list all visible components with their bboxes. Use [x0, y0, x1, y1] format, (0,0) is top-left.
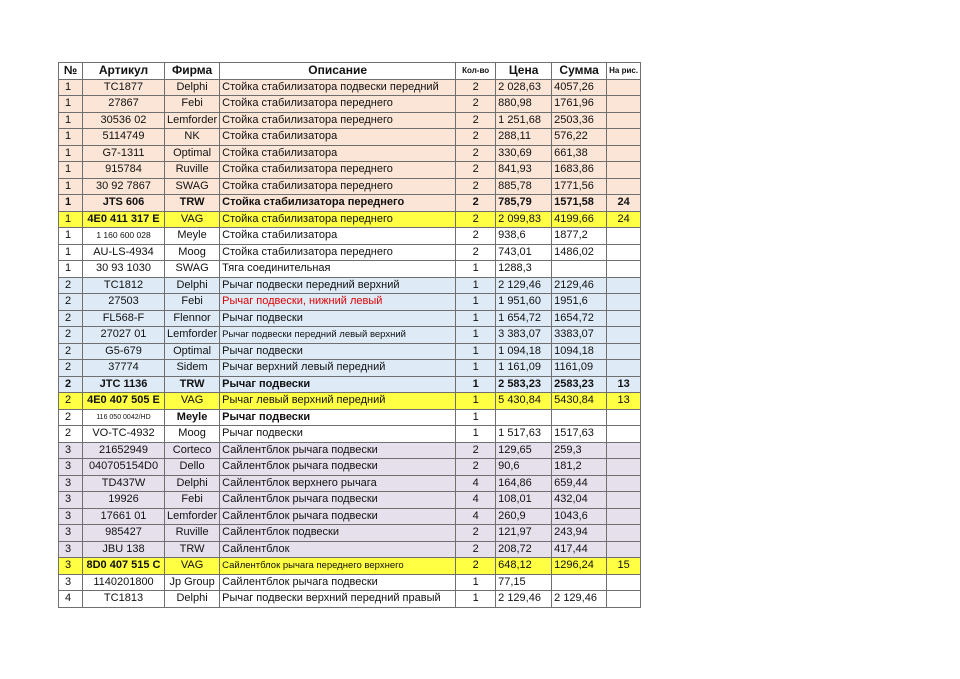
col-header-figure: На рис.	[607, 63, 641, 80]
cell-article: 985427	[83, 525, 165, 542]
cell-description: Рычаг подвески	[220, 409, 456, 426]
cell-brand: Moog	[165, 244, 220, 261]
cell-price: 841,93	[496, 162, 552, 179]
cell-sum: 1043,6	[552, 508, 607, 525]
cell-article: G5-679	[83, 343, 165, 360]
cell-brand: Lemforder	[165, 327, 220, 344]
cell-article: 915784	[83, 162, 165, 179]
cell-figure	[607, 277, 641, 294]
cell-number: 2	[59, 343, 83, 360]
table-row	[59, 426, 641, 443]
cell-figure	[607, 162, 641, 179]
table-row	[59, 129, 641, 146]
table-row	[59, 459, 641, 476]
cell-brand: Moog	[165, 426, 220, 443]
cell-brand: Febi	[165, 96, 220, 113]
cell-sum	[552, 574, 607, 591]
cell-price: 2 129,46	[496, 277, 552, 294]
cell-figure	[607, 459, 641, 476]
cell-sum: 1486,02	[552, 244, 607, 261]
cell-description: Стойка стабилизатора	[220, 228, 456, 245]
cell-article: JTS 606	[83, 195, 165, 212]
cell-quantity: 1	[456, 310, 496, 327]
cell-brand: TRW	[165, 376, 220, 393]
cell-quantity: 2	[456, 442, 496, 459]
cell-brand: Lemforder	[165, 508, 220, 525]
table-row	[59, 178, 641, 195]
cell-description: Сайлентблок	[220, 541, 456, 558]
cell-price: 938,6	[496, 228, 552, 245]
cell-description: Сайлентблок рычага подвески	[220, 459, 456, 476]
cell-sum: 432,04	[552, 492, 607, 509]
cell-sum: 1683,86	[552, 162, 607, 179]
cell-article: TC1877	[83, 79, 165, 96]
cell-sum: 1877,2	[552, 228, 607, 245]
cell-article: TC1813	[83, 591, 165, 608]
cell-article: 27503	[83, 294, 165, 311]
cell-article: AU-LS-4934	[83, 244, 165, 261]
cell-price: 1 251,68	[496, 112, 552, 129]
cell-sum: 181,2	[552, 459, 607, 476]
cell-description: Сайлентблок рычага подвески	[220, 574, 456, 591]
cell-number: 2	[59, 327, 83, 344]
cell-description: Рычаг подвески передний левый верхний	[220, 327, 456, 344]
cell-quantity: 2	[456, 129, 496, 146]
cell-number: 2	[59, 277, 83, 294]
cell-price: 648,12	[496, 558, 552, 575]
cell-brand: VAG	[165, 558, 220, 575]
table-row	[59, 475, 641, 492]
cell-number: 1	[59, 244, 83, 261]
cell-description: Стойка стабилизатора переднего	[220, 244, 456, 261]
cell-brand: Febi	[165, 492, 220, 509]
table-row	[59, 195, 641, 212]
cell-figure	[607, 96, 641, 113]
cell-price: 1 951,60	[496, 294, 552, 311]
cell-description: Рычаг верхний левый передний	[220, 360, 456, 377]
table-row	[59, 244, 641, 261]
cell-figure	[607, 492, 641, 509]
table-row	[59, 442, 641, 459]
col-header-article: Артикул	[83, 63, 165, 80]
cell-sum: 5430,84	[552, 393, 607, 410]
cell-figure: 15	[607, 558, 641, 575]
cell-description: Рычаг подвески	[220, 343, 456, 360]
cell-sum	[552, 409, 607, 426]
cell-quantity: 1	[456, 261, 496, 278]
cell-quantity: 2	[456, 112, 496, 129]
cell-description: Рычаг подвески	[220, 310, 456, 327]
cell-sum: 243,94	[552, 525, 607, 542]
cell-brand: Dello	[165, 459, 220, 476]
cell-article: 116 050 0042/HD	[83, 409, 165, 426]
cell-brand: Febi	[165, 294, 220, 311]
cell-price: 121,97	[496, 525, 552, 542]
cell-price	[496, 409, 552, 426]
cell-sum: 259,3	[552, 442, 607, 459]
cell-sum: 659,44	[552, 475, 607, 492]
table-row	[59, 360, 641, 377]
table-row	[59, 492, 641, 509]
cell-price: 2 583,23	[496, 376, 552, 393]
cell-figure	[607, 79, 641, 96]
cell-sum: 661,38	[552, 145, 607, 162]
cell-description: Рычаг подвески	[220, 426, 456, 443]
cell-sum: 4057,26	[552, 79, 607, 96]
cell-article: 1140201800	[83, 574, 165, 591]
cell-brand: TRW	[165, 195, 220, 212]
cell-number: 3	[59, 475, 83, 492]
cell-quantity: 1	[456, 360, 496, 377]
cell-article: VO-TC-4932	[83, 426, 165, 443]
cell-price: 1 161,09	[496, 360, 552, 377]
table-row	[59, 79, 641, 96]
cell-number: 2	[59, 376, 83, 393]
cell-description: Стойка стабилизатора переднего	[220, 178, 456, 195]
cell-figure: 24	[607, 195, 641, 212]
cell-number: 3	[59, 574, 83, 591]
col-header-price: Цена	[496, 63, 552, 80]
cell-description: Стойка стабилизатора переднего	[220, 112, 456, 129]
cell-brand: Flennor	[165, 310, 220, 327]
cell-quantity: 4	[456, 508, 496, 525]
header-row	[59, 63, 641, 80]
cell-price: 288,11	[496, 129, 552, 146]
cell-number: 1	[59, 96, 83, 113]
cell-brand: NK	[165, 129, 220, 146]
cell-price: 129,65	[496, 442, 552, 459]
cell-brand: Optimal	[165, 343, 220, 360]
cell-sum: 1761,96	[552, 96, 607, 113]
cell-quantity: 2	[456, 211, 496, 228]
table-row	[59, 525, 641, 542]
cell-figure	[607, 409, 641, 426]
cell-number: 4	[59, 591, 83, 608]
cell-figure	[607, 129, 641, 146]
cell-number: 3	[59, 525, 83, 542]
cell-sum: 1654,72	[552, 310, 607, 327]
cell-brand: VAG	[165, 393, 220, 410]
cell-figure	[607, 327, 641, 344]
col-header-quantity: Кол-во	[456, 63, 496, 80]
cell-number: 1	[59, 261, 83, 278]
cell-quantity: 2	[456, 79, 496, 96]
cell-sum: 1571,58	[552, 195, 607, 212]
cell-description: Стойка стабилизатора переднего	[220, 211, 456, 228]
table-row	[59, 112, 641, 129]
cell-brand: Corteco	[165, 442, 220, 459]
cell-figure: 24	[607, 211, 641, 228]
cell-number: 2	[59, 360, 83, 377]
table-row	[59, 343, 641, 360]
cell-figure	[607, 591, 641, 608]
cell-figure	[607, 574, 641, 591]
cell-quantity: 1	[456, 393, 496, 410]
table-row	[59, 145, 641, 162]
cell-description: Тяга соединительная	[220, 261, 456, 278]
cell-number: 2	[59, 426, 83, 443]
table-row	[59, 310, 641, 327]
cell-article: G7-1311	[83, 145, 165, 162]
cell-brand: Meyle	[165, 228, 220, 245]
cell-sum: 1951,6	[552, 294, 607, 311]
cell-quantity: 2	[456, 244, 496, 261]
cell-number: 1	[59, 129, 83, 146]
cell-article: 8D0 407 515 C	[83, 558, 165, 575]
cell-price: 164,86	[496, 475, 552, 492]
cell-figure: 13	[607, 393, 641, 410]
cell-article: 21652949	[83, 442, 165, 459]
cell-article: JBU 138	[83, 541, 165, 558]
cell-description: Стойка стабилизатора	[220, 145, 456, 162]
cell-price: 1 654,72	[496, 310, 552, 327]
table-row	[59, 327, 641, 344]
cell-quantity: 4	[456, 492, 496, 509]
cell-quantity: 2	[456, 195, 496, 212]
cell-article: 1 160 600 028	[83, 228, 165, 245]
cell-figure	[607, 541, 641, 558]
table-row	[59, 228, 641, 245]
cell-sum: 3383,07	[552, 327, 607, 344]
cell-sum: 417,44	[552, 541, 607, 558]
cell-article: JTC 1136	[83, 376, 165, 393]
cell-figure	[607, 178, 641, 195]
cell-quantity: 1	[456, 376, 496, 393]
cell-description: Стойка стабилизатора подвески передний	[220, 79, 456, 96]
cell-sum: 1094,18	[552, 343, 607, 360]
cell-description: Сайлентблок рычага подвески	[220, 442, 456, 459]
cell-quantity: 2	[456, 228, 496, 245]
cell-quantity: 1	[456, 277, 496, 294]
cell-number: 1	[59, 211, 83, 228]
cell-quantity: 2	[456, 459, 496, 476]
cell-price: 3 383,07	[496, 327, 552, 344]
cell-brand: Meyle	[165, 409, 220, 426]
cell-brand: Jp Group	[165, 574, 220, 591]
cell-sum: 4199,66	[552, 211, 607, 228]
cell-article: 30536 02	[83, 112, 165, 129]
cell-article: 27867	[83, 96, 165, 113]
cell-quantity: 1	[456, 343, 496, 360]
cell-figure	[607, 360, 641, 377]
cell-number: 2	[59, 409, 83, 426]
cell-number: 2	[59, 294, 83, 311]
col-header-brand: Фирма	[165, 63, 220, 80]
cell-quantity: 1	[456, 426, 496, 443]
cell-description: Сайлентблок рычага переднего верхнего	[220, 558, 456, 575]
cell-article: TC1812	[83, 277, 165, 294]
cell-price: 1288,3	[496, 261, 552, 278]
cell-description: Сайлентблок рычага подвески	[220, 508, 456, 525]
cell-price: 2 028,63	[496, 79, 552, 96]
cell-number: 3	[59, 442, 83, 459]
table-row	[59, 508, 641, 525]
cell-number: 1	[59, 162, 83, 179]
cell-figure	[607, 475, 641, 492]
cell-description: Рычаг подвески, нижний левый	[220, 294, 456, 311]
cell-number: 2	[59, 393, 83, 410]
cell-description: Рычаг подвески передний верхний	[220, 277, 456, 294]
cell-price: 2 129,46	[496, 591, 552, 608]
cell-price: 77,15	[496, 574, 552, 591]
cell-figure: 13	[607, 376, 641, 393]
cell-sum: 1517,63	[552, 426, 607, 443]
table-row	[59, 261, 641, 278]
cell-quantity: 2	[456, 541, 496, 558]
cell-quantity: 2	[456, 96, 496, 113]
cell-description: Стойка стабилизатора переднего	[220, 162, 456, 179]
cell-number: 2	[59, 310, 83, 327]
table-row	[59, 277, 641, 294]
table-row	[59, 211, 641, 228]
table-row	[59, 574, 641, 591]
cell-brand: Optimal	[165, 145, 220, 162]
cell-number: 1	[59, 79, 83, 96]
cell-quantity: 2	[456, 525, 496, 542]
cell-number: 1	[59, 145, 83, 162]
cell-number: 3	[59, 459, 83, 476]
table-row	[59, 393, 641, 410]
cell-sum: 2129,46	[552, 277, 607, 294]
cell-brand: Ruville	[165, 525, 220, 542]
cell-figure	[607, 112, 641, 129]
cell-article: 37774	[83, 360, 165, 377]
cell-quantity: 1	[456, 574, 496, 591]
cell-figure	[607, 508, 641, 525]
table-row	[59, 591, 641, 608]
col-header-sum: Сумма	[552, 63, 607, 80]
cell-number: 1	[59, 178, 83, 195]
table-body	[59, 79, 641, 607]
table-row	[59, 541, 641, 558]
cell-brand: TRW	[165, 541, 220, 558]
table-row	[59, 409, 641, 426]
table-row	[59, 294, 641, 311]
cell-brand: SWAG	[165, 178, 220, 195]
cell-article: FL568-F	[83, 310, 165, 327]
cell-quantity: 1	[456, 591, 496, 608]
cell-description: Рычаг подвески верхний передний правый	[220, 591, 456, 608]
cell-quantity: 1	[456, 294, 496, 311]
cell-quantity: 2	[456, 178, 496, 195]
cell-figure	[607, 343, 641, 360]
cell-description: Сайлентблок рычага подвески	[220, 492, 456, 509]
cell-article: 27027 01	[83, 327, 165, 344]
cell-brand: Sidem	[165, 360, 220, 377]
cell-brand: Delphi	[165, 79, 220, 96]
cell-brand: VAG	[165, 211, 220, 228]
cell-article: 19926	[83, 492, 165, 509]
cell-brand: Ruville	[165, 162, 220, 179]
cell-brand: Delphi	[165, 475, 220, 492]
cell-description: Сайлентблок подвески	[220, 525, 456, 542]
cell-price: 208,72	[496, 541, 552, 558]
cell-sum: 576,22	[552, 129, 607, 146]
table-row	[59, 96, 641, 113]
cell-number: 3	[59, 492, 83, 509]
cell-figure	[607, 525, 641, 542]
cell-article: 040705154D0	[83, 459, 165, 476]
table-row	[59, 376, 641, 393]
table-row	[59, 558, 641, 575]
cell-article: 4E0 411 317 E	[83, 211, 165, 228]
cell-sum: 2583,23	[552, 376, 607, 393]
cell-brand: SWAG	[165, 261, 220, 278]
cell-figure	[607, 310, 641, 327]
cell-sum: 1771,56	[552, 178, 607, 195]
cell-price: 1 517,63	[496, 426, 552, 443]
cell-figure	[607, 261, 641, 278]
cell-description: Стойка стабилизатора переднего	[220, 195, 456, 212]
cell-brand: Delphi	[165, 277, 220, 294]
cell-quantity: 2	[456, 145, 496, 162]
cell-quantity: 2	[456, 162, 496, 179]
cell-sum: 1161,09	[552, 360, 607, 377]
col-header-description: Описание	[220, 63, 456, 80]
cell-article: 30 93 1030	[83, 261, 165, 278]
cell-description: Сайлентблок верхнего рычага	[220, 475, 456, 492]
col-header-number: №	[59, 63, 83, 80]
cell-description: Стойка стабилизатора	[220, 129, 456, 146]
cell-figure	[607, 228, 641, 245]
parts-table	[58, 62, 641, 608]
cell-price: 880,98	[496, 96, 552, 113]
cell-number: 3	[59, 508, 83, 525]
cell-number: 1	[59, 112, 83, 129]
cell-number: 1	[59, 228, 83, 245]
cell-sum: 2503,36	[552, 112, 607, 129]
cell-price: 2 099,83	[496, 211, 552, 228]
cell-price: 260,9	[496, 508, 552, 525]
cell-quantity: 2	[456, 558, 496, 575]
cell-figure	[607, 145, 641, 162]
cell-price: 885,78	[496, 178, 552, 195]
cell-figure	[607, 442, 641, 459]
cell-price: 330,69	[496, 145, 552, 162]
cell-article: 17661 01	[83, 508, 165, 525]
cell-price: 743,01	[496, 244, 552, 261]
cell-sum: 2 129,46	[552, 591, 607, 608]
cell-sum: 1296,24	[552, 558, 607, 575]
cell-description: Рычаг левый верхний передний	[220, 393, 456, 410]
cell-description: Стойка стабилизатора переднего	[220, 96, 456, 113]
cell-description: Рычаг подвески	[220, 376, 456, 393]
cell-price: 108,01	[496, 492, 552, 509]
cell-article: 5114749	[83, 129, 165, 146]
table-row	[59, 162, 641, 179]
cell-figure	[607, 294, 641, 311]
cell-brand: Lemforder	[165, 112, 220, 129]
cell-price: 1 094,18	[496, 343, 552, 360]
cell-brand: Delphi	[165, 591, 220, 608]
cell-figure	[607, 244, 641, 261]
cell-article: TD437W	[83, 475, 165, 492]
cell-article: 4E0 407 505 E	[83, 393, 165, 410]
cell-price: 90,6	[496, 459, 552, 476]
cell-number: 3	[59, 558, 83, 575]
cell-article: 30 92 7867	[83, 178, 165, 195]
cell-quantity: 1	[456, 327, 496, 344]
cell-sum	[552, 261, 607, 278]
cell-number: 3	[59, 541, 83, 558]
cell-figure	[607, 426, 641, 443]
cell-quantity: 1	[456, 409, 496, 426]
cell-price: 785,79	[496, 195, 552, 212]
cell-number: 1	[59, 195, 83, 212]
cell-quantity: 4	[456, 475, 496, 492]
cell-price: 5 430,84	[496, 393, 552, 410]
